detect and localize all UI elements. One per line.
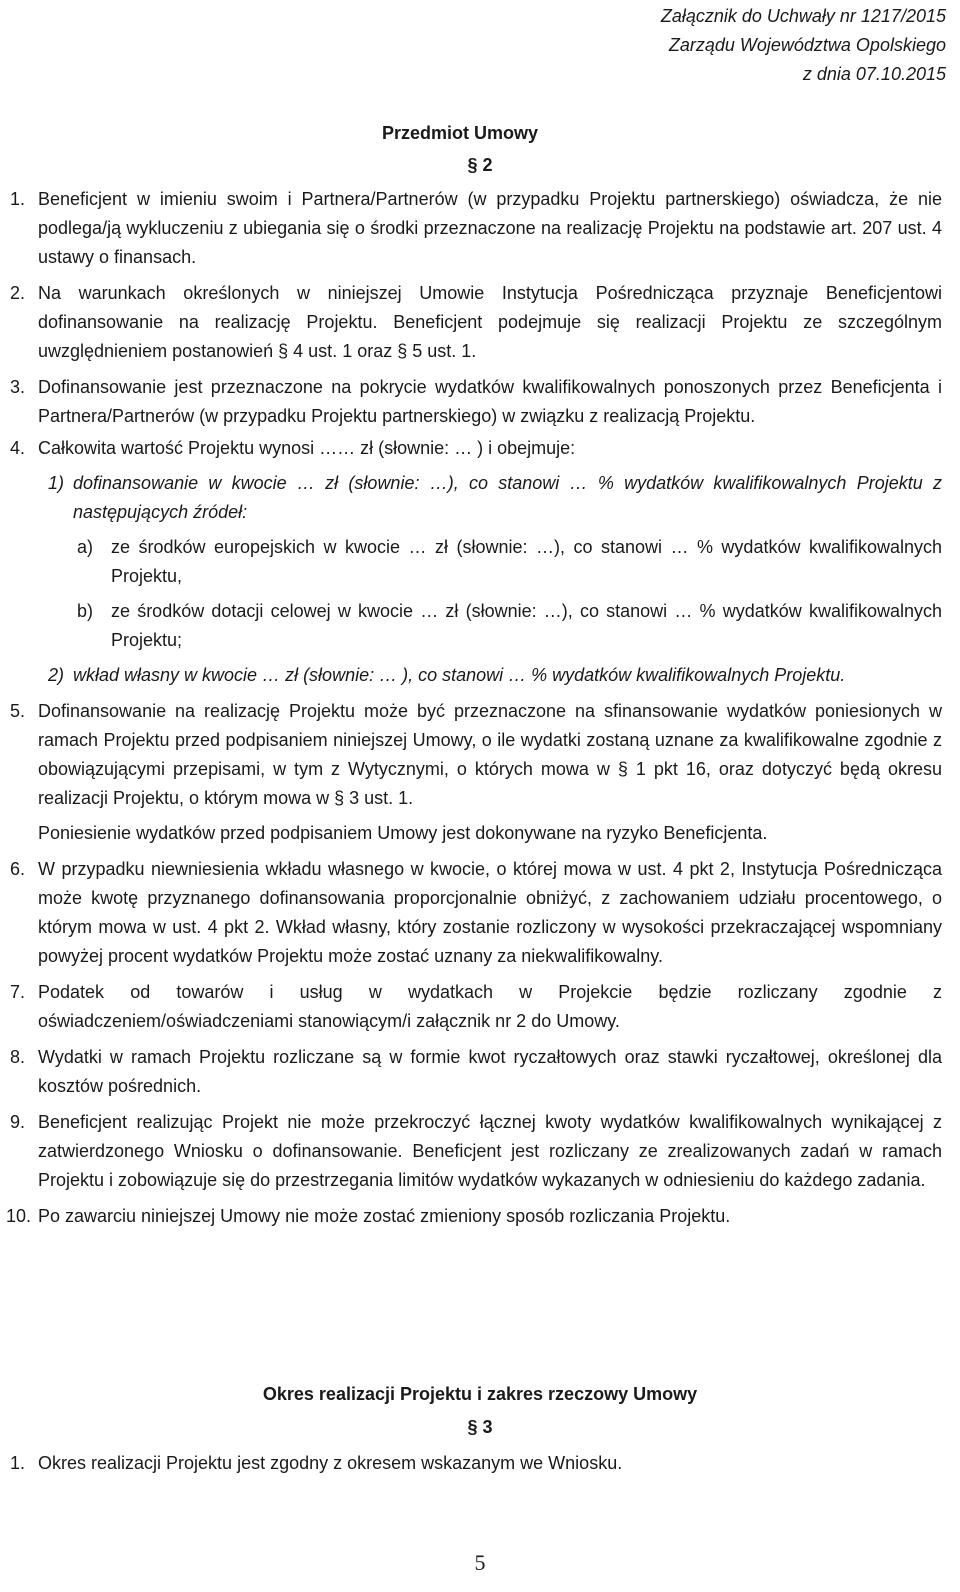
header-line-2: Zarządu Województwa Opolskiego <box>668 35 946 55</box>
item-number: 1. <box>10 189 26 209</box>
header-line-1: Załącznik do Uchwały nr 1217/2015 <box>660 6 946 26</box>
list-item <box>0 279 960 366</box>
list-item <box>0 1202 960 1231</box>
sub-sub-item <box>73 597 942 655</box>
paragraph-symbol-3: § 3 <box>467 1417 493 1437</box>
item-number: 1. <box>10 1453 26 1473</box>
item-text: Beneficjent realizując Projekt nie może przekroczyć łącznej kwoty wydatków kwalifikowalnych wynikającej z zatwierdzonego Wniosku o dofinansowanie. Beneficjent jest rozliczany ze zrealizowanych zadań w ramach Projektu i zobowiązuje się do przestrzegania limitów wydatków wykazanych w odniesieniu do każdego zadania. <box>38 1112 942 1190</box>
item-text: Podatek od towarów i usług w wydatkach w Projekcie będzie rozliczany zgodnie z oświadczeniem/oświadczeniami stanowiącym/i załącznik nr 2 do Umowy. <box>38 982 942 1031</box>
list-item <box>0 185 960 272</box>
sub-sub-item <box>73 533 942 591</box>
item-number: 4. <box>10 438 26 458</box>
sub-item-number: 1) <box>48 473 65 493</box>
list-item <box>0 978 960 1036</box>
item-number: 3. <box>10 377 26 397</box>
item-number: 8. <box>10 1047 26 1067</box>
list-item <box>0 373 960 431</box>
item-number: 9. <box>10 1112 26 1132</box>
sub-sub-item-text: ze środków europejskich w kwocie … zł (słownie: …), co stanowi … % wydatków kwalifikowalnych Projektu, <box>111 537 942 586</box>
sub-sub-item-text: ze środków dotacji celowej w kwocie … zł (słownie: …), co stanowi … % wydatków kwalifikowalnych Projektu; <box>111 601 942 650</box>
header-line-3: z dnia 07.10.2015 <box>802 64 946 84</box>
paragraph-symbol-2: § 2 <box>467 155 493 175</box>
sub-item-text: dofinansowanie w kwocie … zł (słownie: …), co stanowi … % wydatków kwalifikowalnych Projektu z następujących źródeł: <box>73 473 942 522</box>
list-item <box>0 1043 960 1101</box>
sub-item-text: wkład własny w kwocie … zł (słownie: … ), co stanowi … % wydatków kwalifikowalnych Projektu. <box>73 665 846 685</box>
page-number: 5 <box>474 1550 486 1575</box>
item-number: 10. <box>6 1206 32 1226</box>
item-text: W przypadku niewniesienia wkładu własnego w kwocie, o której mowa w ust. 4 pkt 2, Instytucja Pośrednicząca może kwotę przyznanego dofinansowania proporcjonalnie obniżyć, z zachowaniem udziału procentowego, o którym mowa w ust. 4 pkt 2. Wkład własny, który zostanie rozliczony w wysokości przekraczającej wspomniany powyżej procent wydatków Projektu może zostać uznany za niekwalifikowalny. <box>38 859 942 966</box>
item-text: Na warunkach określonych w niniejszej Umowie Instytucja Pośrednicząca przyznaje Beneficjentowi dofinansowanie na realizację Projektu. Beneficjent podejmuje się realizacji Projektu ze szczególnym uwzględnieniem postanowień § 4 ust. 1 oraz § 5 ust. 1. <box>38 283 942 361</box>
item-text-continuation: Poniesienie wydatków przed podpisaniem Umowy jest dokonywane na ryzyko Beneficjenta. <box>38 823 768 843</box>
section-title-okres-realizacji: Okres realizacji Projektu i zakres rzeczowy Umowy <box>262 1384 698 1404</box>
item-text: Okres realizacji Projektu jest zgodny z okresem wskazanym we Wniosku. <box>38 1453 623 1473</box>
item-text: Wydatki w ramach Projektu rozliczane są w formie kwot ryczałtowych oraz stawki ryczałtowej, określonej dla kosztów pośrednich. <box>38 1047 942 1096</box>
section-1-list <box>0 185 960 1238</box>
list-item <box>0 434 960 690</box>
item-text: Beneficjent w imieniu swoim i Partnera/Partnerów (w przypadku Projektu partnerskiego) oświadcza, że nie podlega/ją wykluczeniu z ubiegania się o środki przeznaczone na realizację Projektu na podstawie art. 207 ust. 4 ustawy o finansach. <box>38 189 942 267</box>
item-text: Dofinansowanie jest przeznaczone na pokrycie wydatków kwalifikowalnych ponoszonych przez Beneficjenta i Partnera/Partnerów (w przypadku Projektu partnerskiego) w związku z realizacją Projektu. <box>38 377 942 426</box>
sub-sub-item-letter: b) <box>77 601 94 621</box>
item-text: Dofinansowanie na realizację Projektu może być przeznaczone na sfinansowanie wydatków poniesionych w ramach Projektu przed podpisaniem niniejszej Umowy, o ile wydatki zostaną uznane za kwalifikowalne zgodnie z obowiązującymi przepisami, w tym z Wytycznymi, o których mowa w § 1 pkt 16, oraz dotyczyć będą okresu realizacji Projektu, o którym mowa w § 3 ust. 1. <box>38 701 942 808</box>
list-item <box>0 1108 960 1195</box>
item-text: Całkowita wartość Projektu wynosi …… zł (słownie: … ) i obejmuje: <box>38 438 576 458</box>
item-number: 6. <box>10 859 26 879</box>
sub-item-number: 2) <box>48 665 65 685</box>
attachment-header <box>661 2 946 89</box>
item-number: 2. <box>10 283 26 303</box>
item-number: 5. <box>10 701 26 721</box>
sub-item <box>38 469 942 655</box>
item-text: Po zawarciu niniejszej Umowy nie może zostać zmieniony sposób rozliczania Projektu. <box>38 1206 731 1226</box>
section-2-list <box>0 1449 960 1485</box>
item-number: 7. <box>10 982 26 1002</box>
list-item <box>0 697 960 848</box>
document-page: Załącznik do Uchwały nr 1217/2015 Zarządu Województwa Opolskiego z dnia 07.10.2015 Przedmiot Umowy § 2 1. Beneficjent w imieniu swoim i Partnera/Partnerów (w przypadku Projektu partnerskiego) oświadcza, że nie podlega/ją wykluczeniu z ubiegania się o środki przeznaczone na realizację Projektu na podstawie art. 207 ust. 4 ustawy o finansach. 2. Na warunkach określonych w niniejszej Umowie Instytucja Pośrednicząca przyznaje Beneficjentowi dofinansowanie na realizację Projektu. Beneficjent podejmuje się realizacji Projektu ze szczególnym uwzględnieniem postanowień § 4 ust. 1 oraz § 5 ust. 1. 3. Dofinansowanie jest przeznaczone na pokrycie wydatków kwalifikowalnych ponoszonych przez Beneficjenta i Partnera/Partnerów (w przypadku Projektu partnerskiego) w związku z realizacją Projektu. 4. Całkowita wartość Projektu wynosi …… zł (słownie: … ) i obejmuje: 1) dofinansowanie w kwocie … zł (słownie: …), co stanowi … % wydatków kwalifikowalnych Projektu z następujących źródeł: a) ze środków europejskich w kwocie … zł (słownie: …), co stanowi … % wydatków kwalifikowalnych Projektu, b) ze środków dotacji celowej w kwocie … zł (słownie: …), co stanowi … % wydatków kwalifikowalnych Projektu; 2) wkład własny w kwocie … zł (słownie: … ), co stanowi … % wydatków kwalifikowalnych Projektu. 5. Dofinansowanie na realizację Projektu może być przeznaczone na sfinansowanie wydatków poniesionych w ramach Projektu przed podpisaniem niniejszej Umowy, o ile wydatki zostaną uznane za kwalifikowalne zgodnie z obowiązującymi przepisami, w tym z Wytycznymi, o których mowa w § 1 pkt 16, oraz dotyczyć będą okresu realizacji Projektu, o którym mowa w § 3 ust. 1. Poniesienie wydatków przed podpisaniem Umowy jest dokonywane na ryzyko Beneficjenta. 6. W przypadku niewniesienia wkładu własnego w kwocie, o której mowa w ust. 4 pkt 2, Instytucja Pośrednicząca może kwotę przyznanego dofinansowania proporcjonalnie obniżyć, z zachowaniem udziału procentowego, o którym mowa w ust. 4 pkt 2. Wkład własny, który zostanie rozliczony w wysokości przekraczającej wspomniany powyżej procent wydatków Projektu może zostać uznany za niekwalifikowalny. 7. Podatek od towarów i usług w wydatkach w Projekcie będzie rozliczany zgodnie z oświadczeniem/oświadczeniami stanowiącym/i załącznik nr 2 do Umowy. 8. Wydatki w ramach Projektu rozliczane są w formie kwot ryczałtowych oraz stawki ryczałtowej, określonej dla kosztów pośrednich. 9. Beneficjent realizując Projekt nie może przekroczyć łącznej kwoty wydatków kwalifikowalnych wynikającej z zatwierdzonego Wniosku o dofinansowanie. Beneficjent jest rozliczany ze zrealizowanych zadań w ramach Projektu i zobowiązuje się do przestrzegania limitów wydatków wykazanych w odniesieniu do każdego zadania. 10. Po zawarciu niniejszej Umowy nie może zostać zmieniony sposób rozliczania Projektu. Okres realizacji Projektu i zakres rzeczowy Umowy § 3 1. Okres realizacji Projektu jest zgodny z okresem wskazanym we Wniosku. 5 <box>0 0 960 1592</box>
sub-item <box>38 661 942 690</box>
list-item <box>0 1449 960 1478</box>
list-item <box>0 855 960 971</box>
sub-sub-item-letter: a) <box>77 537 94 557</box>
